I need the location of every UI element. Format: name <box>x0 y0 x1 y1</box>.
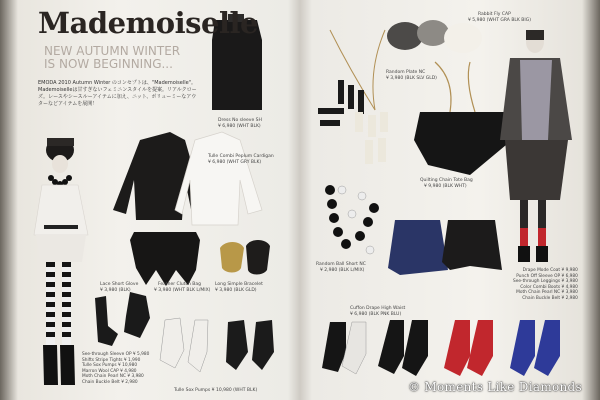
ball-necklace-item <box>325 185 379 254</box>
headline-line-2: IS NOW BEGINNING... <box>44 57 173 71</box>
bracelet-items <box>220 240 270 275</box>
skirt-items <box>388 220 502 275</box>
caption-quilting-tote: Quilting Chain Tote Bag <box>420 178 473 183</box>
caption-line: Chain Buckle Belt ¥ 2,980 <box>82 379 138 385</box>
caption-ball-short-price: ¥ 2,980 (BLK L/MIX) <box>320 268 365 273</box>
cardigan-items <box>113 132 262 225</box>
necklace-items <box>318 30 388 164</box>
intro-text: EMODA 2010 Autumn Winter のコンセプトは、"Mademoiselle"。Mademoiselleは甘すぎないフェミニンスタイルを提案。リアルクローズ。レースやシースルーアイテムに加え、ニット、ボリューミーなアウターなどアイテムを展開！ <box>38 80 197 107</box>
magazine-title: Mademoiselle <box>38 6 258 40</box>
caption-drape-high-waist-price: ¥ 6,980 (BLK PNK BLU) <box>350 312 402 317</box>
caption-line: See-through Leggings ¥ 3,980 <box>513 279 578 285</box>
caption-left-outfit-block <box>82 352 149 386</box>
headline-line-1: NEW AUTUMN WINTER <box>44 44 181 58</box>
caption-line: Shifts Stripe Tights ¥ 1,990 <box>82 357 141 363</box>
caption-line: Chain Buckle Belt ¥ 2,980 <box>522 295 578 301</box>
caption-lace-glove-price: ¥ 3,980 (BLK) <box>100 288 131 293</box>
caption-rabbit-fur-cap-price: ¥ 5,980 (WHT GRA BLK BIG) <box>468 18 531 23</box>
caption-bracelet-price: ¥ 3,980 (BLK GLD) <box>215 288 257 293</box>
caption-line: Tulle Sox Pumps ¥ 10,980 <box>82 363 138 369</box>
caption-ball-short: Random Ball Short NC <box>316 262 366 267</box>
left-model-figure <box>34 138 88 385</box>
feather-clutch-item <box>130 232 200 286</box>
caption-right-outfit-block <box>513 268 578 302</box>
caption-tulle-sox-pumps: Tulle Sox Pumps ¥ 10,980 (WHT BLK) <box>174 388 258 393</box>
caption-dress-no-sleeve-price: ¥ 6,980 (WHT BLK) <box>218 124 261 129</box>
sock-boot-items <box>322 320 560 376</box>
caption-line: See-through Sleeve OP ¥ 5,980 <box>82 352 150 357</box>
caption-line: Color Combi Boots ¥ 4,980 <box>520 284 578 290</box>
caption-feather-clutch-price: ¥ 3,980 (WHT BLK L/MIX) <box>154 288 211 293</box>
caption-feather-clutch: Feather Clutch Bag <box>158 282 202 287</box>
caption-cardigan: Tulle Combi Peplum Cardigan <box>208 154 274 159</box>
pumps-items-left <box>160 318 274 372</box>
caption-bracelet: Long Simple Bracelet <box>215 282 263 287</box>
caption-rabbit-fur-cap: Rabbit Fly CAP <box>478 12 511 17</box>
caption-quilting-tote-price: ¥ 9,980 (BLK WHT) <box>424 184 467 189</box>
caption-dress-no-sleeve: Dress No sleeve SH <box>218 118 262 123</box>
watermark-text: © Moments Like Diamonds <box>407 380 582 394</box>
caption-random-plate: Random Plate NC <box>386 70 426 75</box>
right-model-figure <box>500 30 572 262</box>
caption-line: Marron Wool CAP ¥ 4,980 <box>82 368 137 374</box>
caption-cardigan-price: ¥ 6,980 (WHT GRY BLK) <box>208 160 262 165</box>
glove-items <box>95 292 150 346</box>
caption-random-plate-price: ¥ 3,980 (BLK SLV GLD) <box>386 76 437 81</box>
caption-line: Punch Off Sleeve OP ¥ 6,980 <box>516 273 578 279</box>
caption-line: Moth Chain Pearl NC ¥ 3,980 <box>82 374 144 380</box>
caption-lace-glove: Lace Short Glove <box>100 282 139 287</box>
caption-line: Drape Mode Coat ¥ 9,980 <box>522 268 578 273</box>
caption-drape-high-waist: Cuffon Drape High Waist <box>350 306 406 311</box>
caption-line: Moth Chain Pearl NC ¥ 3,980 <box>516 290 578 296</box>
cap-items <box>387 20 482 53</box>
